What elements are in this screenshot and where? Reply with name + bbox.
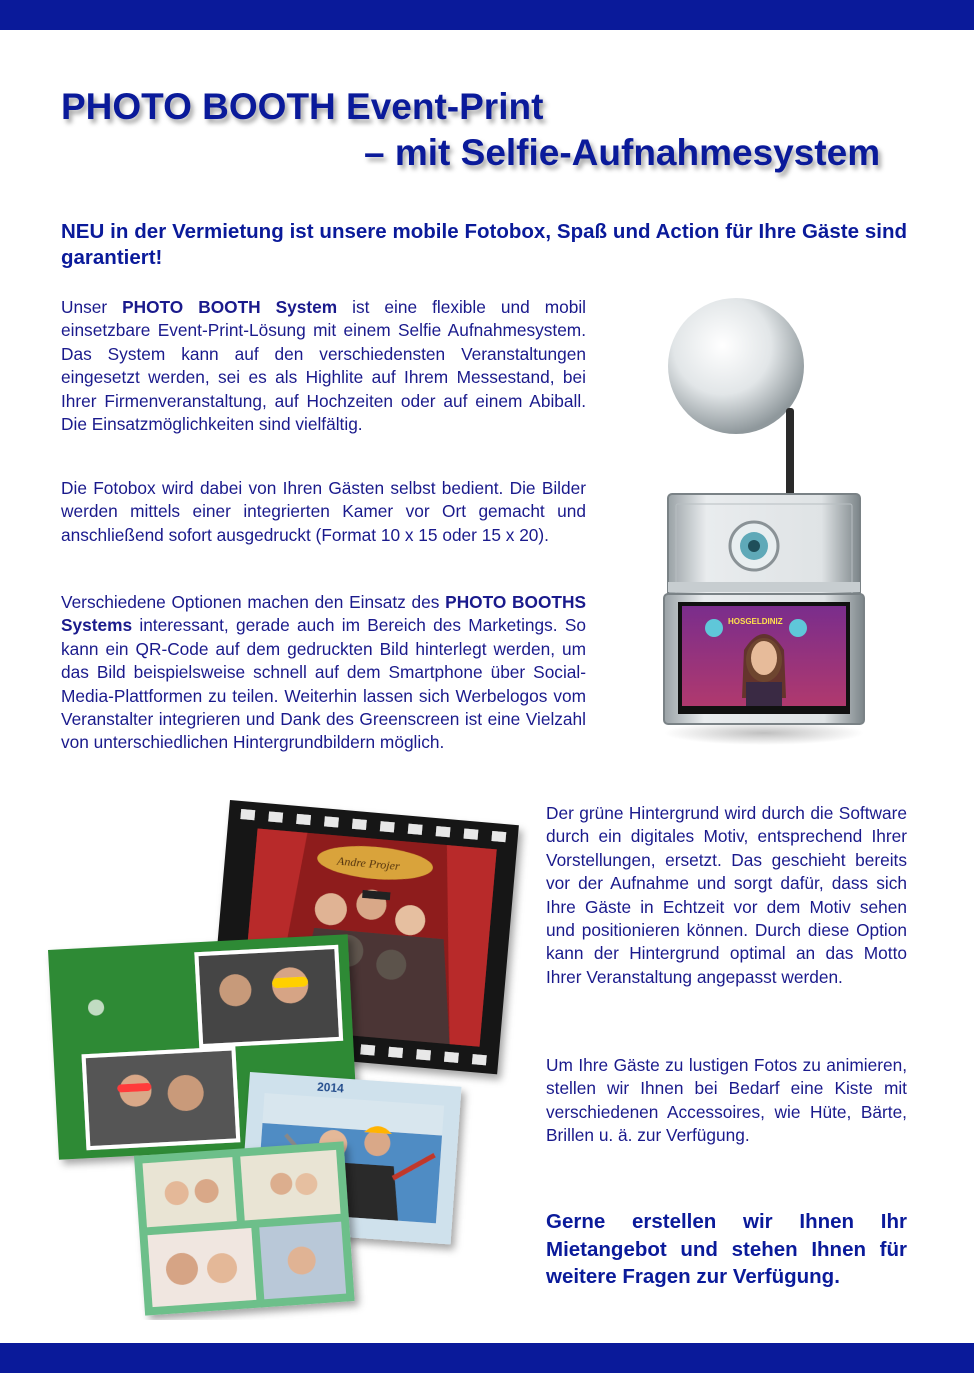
intro-paragraph: Unser PHOTO BOOTH System ist eine flexible und mobil einsetzbare Event-Print-Lösung mit einem Selfie Aufnahmesystem. Das System kann auf den verschiedensten Veranstaltungen eingesetzt werden, sei es als Highlite auf Ihrem Messestand, bei Ihrer Firmenveranstaltung, auf Hochzeiten oder auf einem Abiball. Die Einsatzmöglichkeiten sind vielfältig.	[61, 297, 586, 435]
bottom-band	[0, 1343, 974, 1373]
greenscreen-paragraph: Der grüne Hintergrund wird durch die Software durch ein digitales Motiv, entsprechend Ihrer Vorstellungen, ersetzt. Das geschieht bereits vor der Aufnahme und sorgt dafür, dass sich Ihre Gäste in Echtzeit vor dem Motiv sehen und positionieren können. Durch diese Option kann der Hintergrund optimal an das Motto Ihrer Veranstaltung angepasst werden.	[546, 803, 907, 987]
collage-year: 2014	[316, 1079, 345, 1096]
lead-paragraph: NEU in der Vermietung ist unsere mobile Fotobox, Spaß und Action für Ihre Gäste sind garantiert!	[61, 220, 907, 269]
photo-collage-image	[40, 800, 530, 1320]
page-title-line-1: PHOTO BOOTH Event-Print	[61, 86, 544, 127]
photo-booth-image	[658, 298, 870, 748]
accessories-paragraph: Um Ihre Gäste zu lustigen Fotos zu animieren, stellen wir Ihnen bei Bedarf eine Kiste mit verschiedenen Accessoires, wie Hüte, Bärte, Brillen u. ä. zur Verfügung.	[546, 1055, 907, 1146]
party-collage-photo	[134, 1141, 355, 1315]
closing-paragraph: Gerne erstellen wir Ihnen Ihr Mietangebot und stehen Ihnen für weitere Fragen zur Verfügung.	[546, 1210, 907, 1288]
booth-screen-greeting: HOSGELDINIZ	[728, 617, 783, 626]
top-band	[0, 0, 974, 30]
options-paragraph: Verschiedene Optionen machen den Einsatz des PHOTO BOOTHS Systems interessant, gerade auch im Bereich des Marketings. So kann ein QR-Code auf dem gedruckten Bild hinterlegt werden, um das Bild beispielsweise schnell auf dem Smartphone über Social-Media-Plattformen zu teilen. Weiterhin lassen sich Werbelogos vom Veranstalter integrieren und Dank des Greenscreen ist eine Vielzahl von unterschiedlichen Hintergrundbildern möglich.	[61, 592, 586, 753]
page-title-line-2: – mit Selfie-Aufnahmesystem	[364, 132, 881, 173]
usage-paragraph: Die Fotobox wird dabei von Ihren Gästen selbst bedient. Die Bilder werden mittels einer integrierten Kamer vor Ort gemacht und anschließend sofort ausgedruckt (Format 10 x 15 oder 15 x 20).	[61, 478, 586, 545]
filmstrip-banner-text: Andre Projer	[336, 853, 401, 874]
